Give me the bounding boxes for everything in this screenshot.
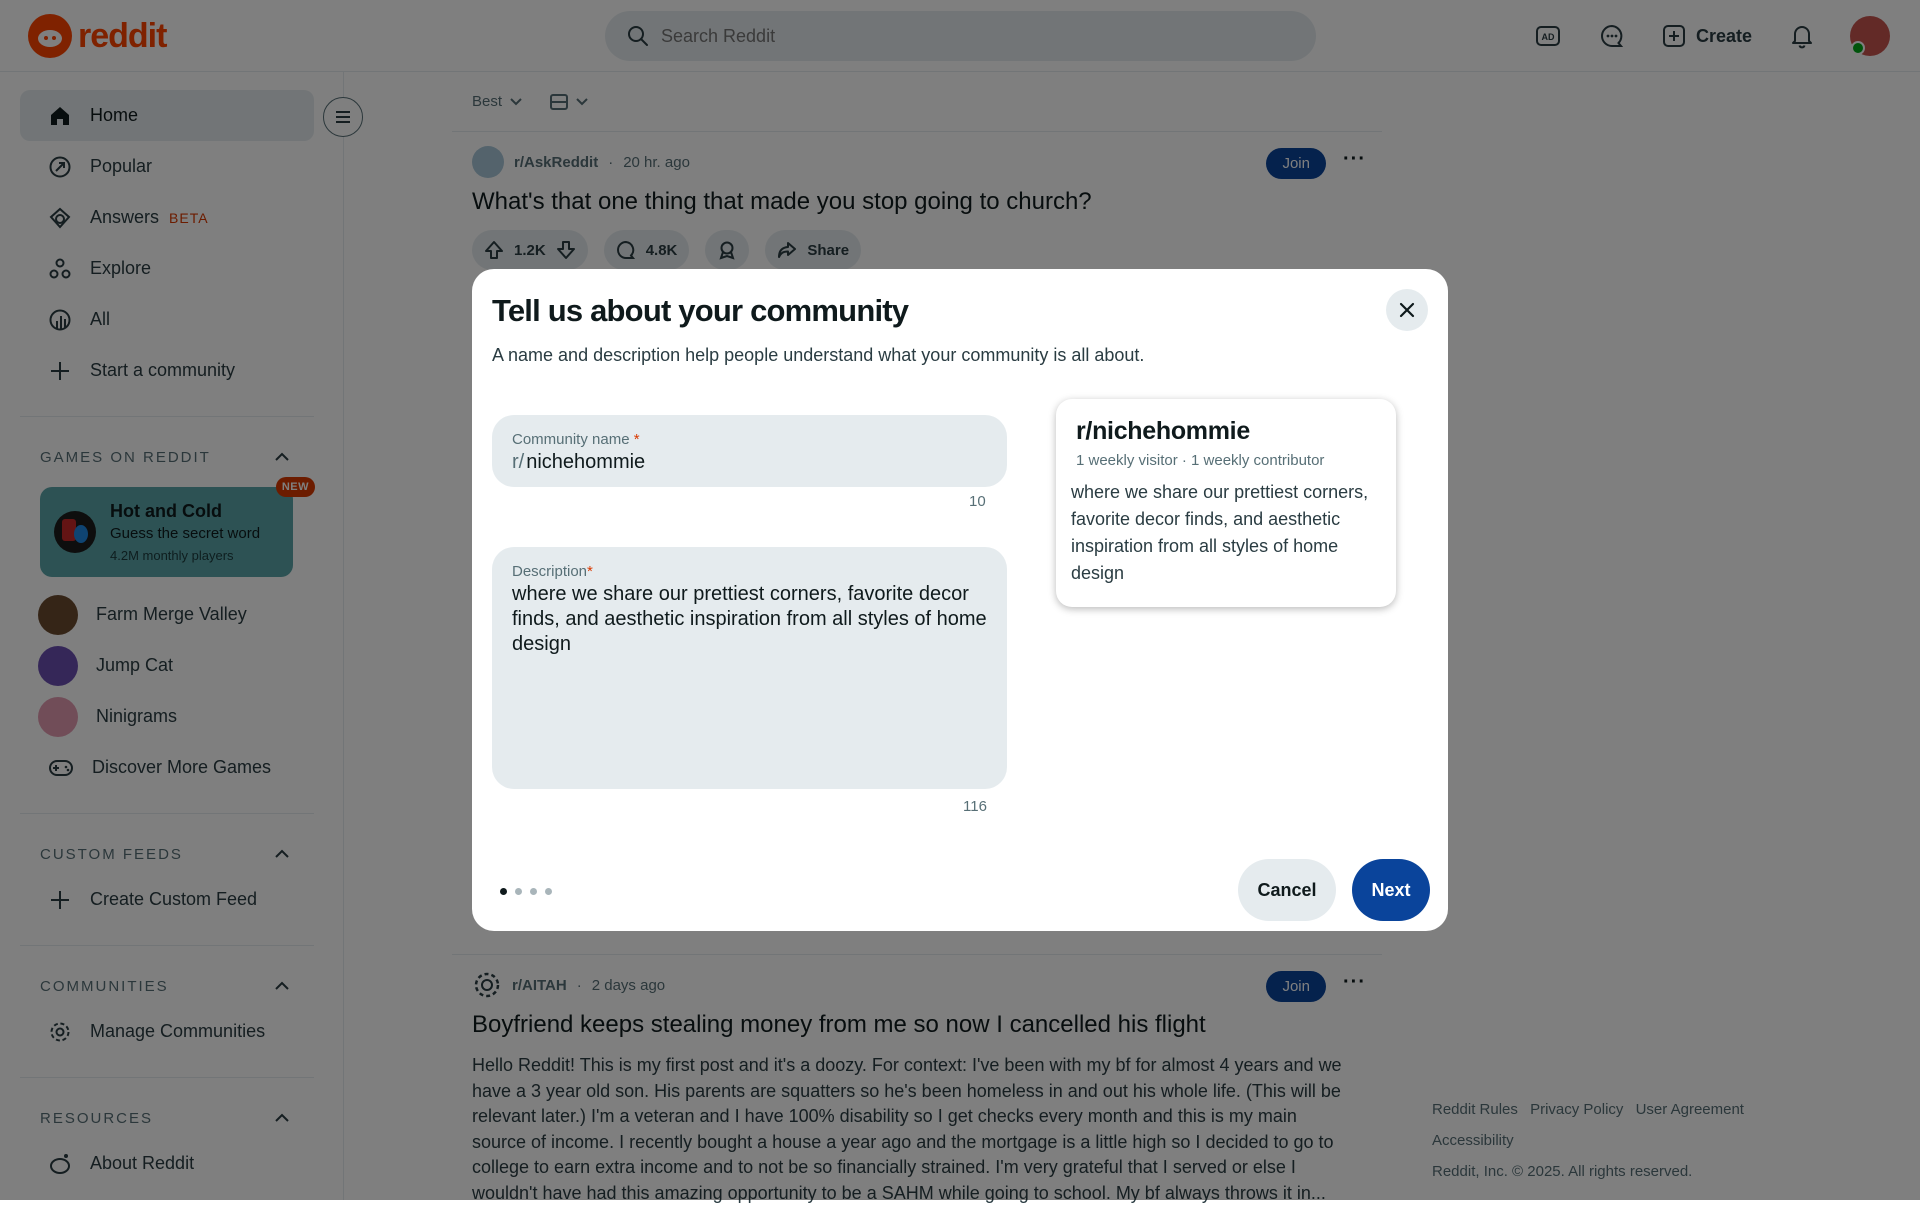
modal-title: Tell us about your community bbox=[492, 293, 909, 328]
community-preview-card bbox=[1056, 399, 1396, 607]
community-name-input[interactable] bbox=[512, 450, 987, 475]
step-dot bbox=[545, 888, 552, 895]
preview-name: r/nichehommie bbox=[1076, 417, 1250, 445]
description-field[interactable] bbox=[492, 547, 1007, 789]
name-label: Community name bbox=[512, 431, 630, 448]
cancel-button[interactable]: Cancel bbox=[1238, 859, 1336, 921]
step-dot bbox=[500, 888, 507, 895]
preview-description: where we share our prettiest corners, favorite decor finds, and aesthetic inspiration from all styles of home design bbox=[1071, 482, 1369, 583]
create-community-modal bbox=[472, 269, 1448, 931]
step-dot bbox=[530, 888, 537, 895]
step-indicator bbox=[500, 888, 552, 895]
field-label bbox=[512, 431, 987, 448]
preview-stats: 1 weekly visitor · 1 weekly contributor bbox=[1076, 452, 1325, 469]
name-value: nichehommie bbox=[526, 451, 646, 473]
step-dot bbox=[515, 888, 522, 895]
description-char-count: 116 bbox=[963, 798, 987, 815]
name-prefix: r/ bbox=[512, 451, 525, 473]
required-marker: * bbox=[633, 431, 640, 448]
description-label: Description bbox=[512, 563, 588, 580]
name-char-count: 10 bbox=[969, 493, 986, 510]
required-marker: * bbox=[587, 563, 593, 580]
next-button[interactable]: Next bbox=[1352, 859, 1430, 921]
modal-subtitle: A name and description help people understand what your community is all about. bbox=[492, 345, 1145, 365]
close-modal-button[interactable] bbox=[1386, 289, 1428, 331]
close-icon bbox=[1399, 302, 1415, 318]
community-name-field[interactable] bbox=[492, 415, 1007, 487]
description-input[interactable]: where we share our prettiest corners, favorite decor finds, and aesthetic inspiration from all styles of home design bbox=[512, 583, 987, 655]
field-label bbox=[512, 563, 987, 580]
